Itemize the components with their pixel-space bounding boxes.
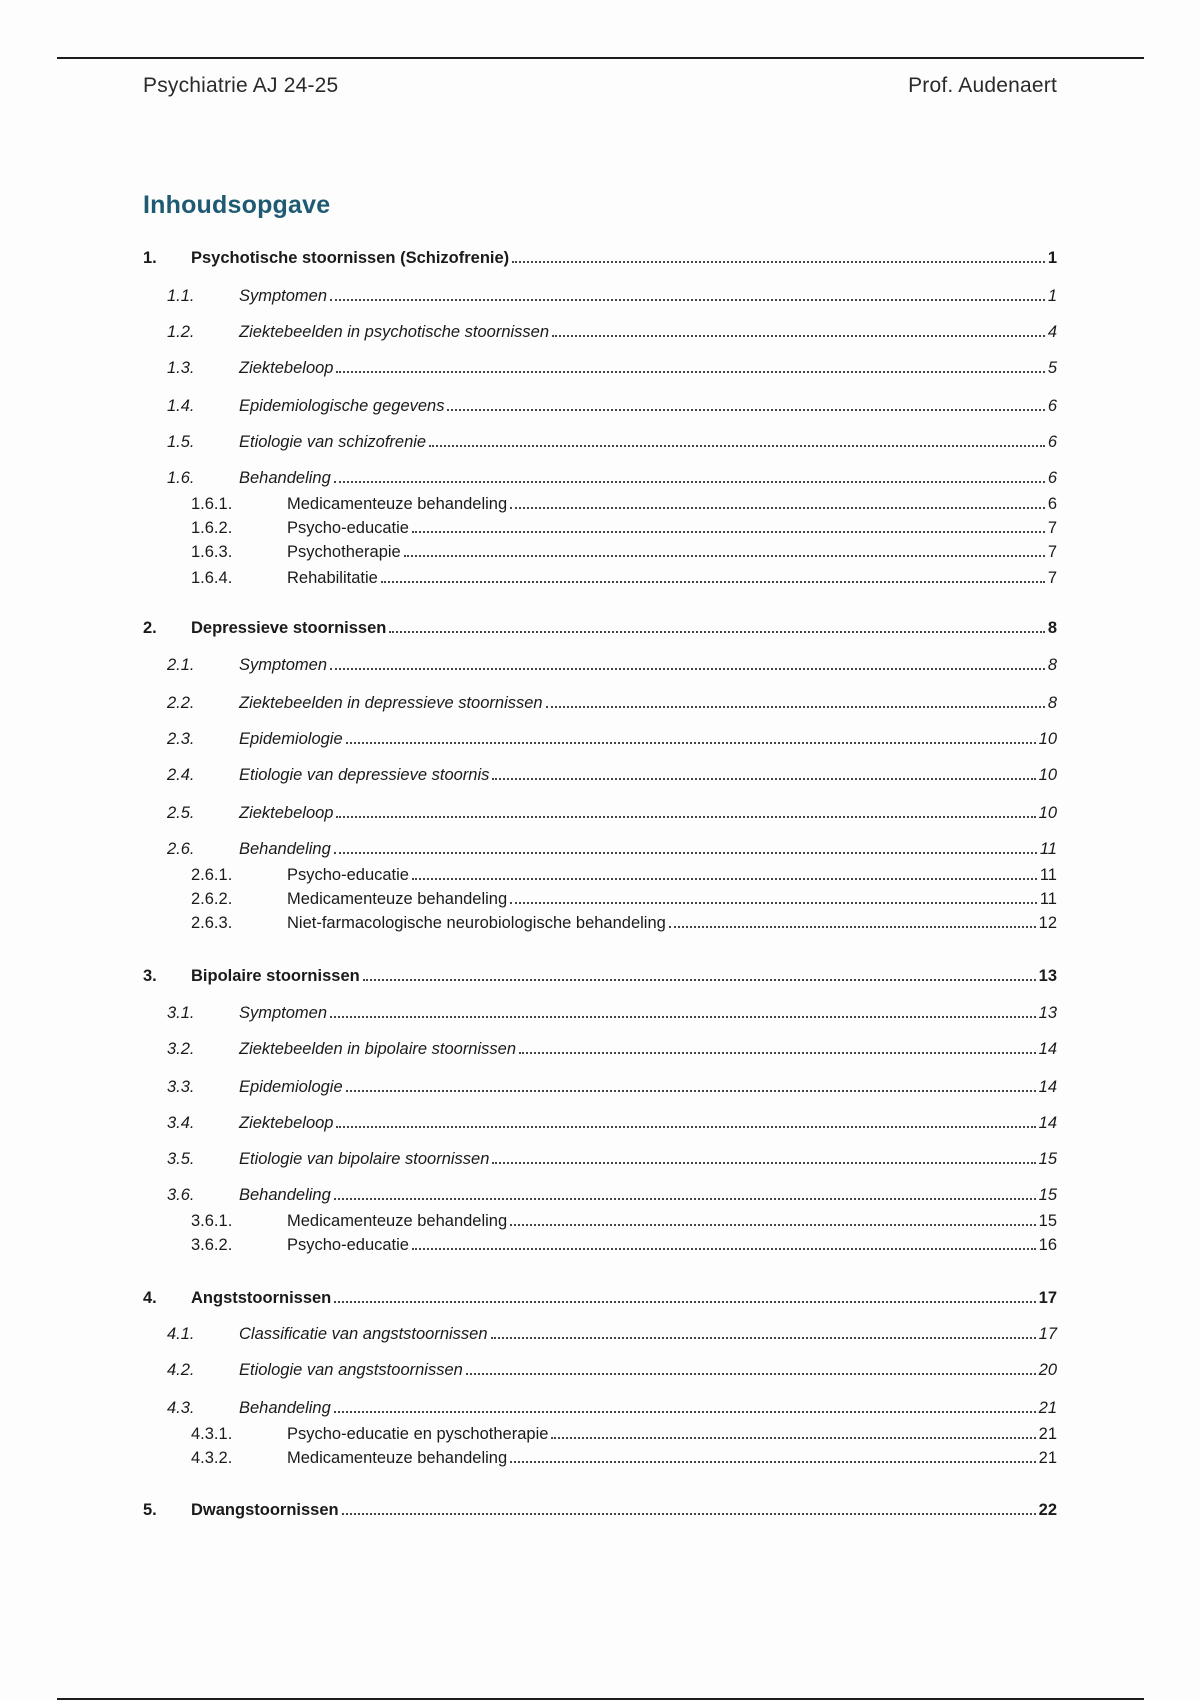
dot-leader xyxy=(334,1198,1036,1200)
toc-entry-title: Ziektebeelden in psychotische stoornissen xyxy=(239,323,550,341)
toc-entry-number: 1.6. xyxy=(167,469,195,487)
toc-entry-number: 1.6.2. xyxy=(191,519,233,537)
toc-entry-number: 3.1. xyxy=(167,1004,195,1022)
toc-entry-2-6-1[interactable] xyxy=(143,864,1057,886)
toc-entry-title: Epidemiologie xyxy=(239,1078,343,1096)
toc-entry-3[interactable] xyxy=(143,965,1057,987)
toc-entry-page: 11 xyxy=(1039,866,1057,884)
toc-entry-page: 6 xyxy=(1047,397,1057,415)
header-rule xyxy=(57,57,1144,59)
toc-entry-5[interactable] xyxy=(143,1499,1057,1521)
toc-entry-1-5[interactable] xyxy=(143,431,1057,453)
dot-leader xyxy=(491,1337,1036,1339)
toc-entry-page: 7 xyxy=(1047,519,1057,537)
dot-leader xyxy=(334,481,1045,483)
toc-entry-page: 12 xyxy=(1038,914,1057,932)
dot-leader xyxy=(363,979,1036,981)
toc-entry-page: 15 xyxy=(1038,1212,1057,1230)
dot-leader xyxy=(330,299,1045,301)
toc-entry-page: 15 xyxy=(1038,1186,1057,1204)
toc-entry-number: 1.6.4. xyxy=(191,569,233,587)
toc-entry-number: 3.2. xyxy=(167,1040,195,1058)
dot-leader xyxy=(546,706,1045,708)
toc-entry-3-4[interactable] xyxy=(143,1112,1057,1134)
dot-leader xyxy=(512,261,1045,263)
toc-entry-number: 2. xyxy=(143,619,157,637)
dot-leader xyxy=(346,742,1036,744)
dot-leader xyxy=(412,1248,1036,1250)
toc-entry-page: 11 xyxy=(1039,890,1057,908)
toc-entry-1[interactable] xyxy=(143,247,1057,269)
toc-entry-title: Symptomen xyxy=(239,656,328,674)
toc-entry-page: 8 xyxy=(1047,694,1057,712)
toc-entry-page: 21 xyxy=(1038,1425,1057,1443)
toc-entry-page: 11 xyxy=(1039,840,1057,858)
toc-entry-number: 1.3. xyxy=(167,359,195,377)
dot-leader xyxy=(510,507,1045,509)
toc-entry-3-2[interactable] xyxy=(143,1038,1057,1060)
toc-entry-number: 4.2. xyxy=(167,1361,195,1379)
toc-entry-1-3[interactable] xyxy=(143,357,1057,379)
toc-entry-number: 1.4. xyxy=(167,397,195,415)
toc-entry-3-6[interactable] xyxy=(143,1184,1057,1206)
toc-entry-1-6-3[interactable] xyxy=(143,541,1057,563)
toc-entry-number: 2.3. xyxy=(167,730,195,748)
toc-entry-1-2[interactable] xyxy=(143,321,1057,343)
toc-entry-4[interactable] xyxy=(143,1287,1057,1309)
toc-entry-title: Epidemiologie xyxy=(239,730,343,748)
toc-entry-title: Etiologie van angststoornissen xyxy=(239,1361,463,1379)
toc-entry-number: 2.5. xyxy=(167,804,195,822)
header-author: Prof. Audenaert xyxy=(908,74,1057,97)
toc-entry-2-5[interactable] xyxy=(143,802,1057,824)
toc-entry-page: 1 xyxy=(1047,249,1057,267)
toc-entry-title: Medicamenteuze behandeling xyxy=(287,1212,508,1230)
toc-entry-1-4[interactable] xyxy=(143,395,1057,417)
toc-entry-number: 3.6.1. xyxy=(191,1212,233,1230)
toc-entry-3-5[interactable] xyxy=(143,1148,1057,1170)
dot-leader xyxy=(510,902,1037,904)
toc-entry-title: Behandeling xyxy=(239,1399,331,1417)
toc-entry-1-6[interactable] xyxy=(143,467,1057,489)
toc-entry-page: 4 xyxy=(1047,323,1057,341)
dot-leader xyxy=(334,1301,1035,1303)
toc-entry-title: Psycho-educatie xyxy=(287,1236,409,1254)
toc-entry-page: 21 xyxy=(1038,1399,1057,1417)
toc-entry-page: 14 xyxy=(1038,1078,1057,1096)
toc-entry-number: 2.2. xyxy=(167,694,195,712)
toc-entry-2-6-3[interactable] xyxy=(143,912,1057,934)
toc-entry-page: 8 xyxy=(1047,656,1057,674)
toc-entry-title: Classificatie van angststoornissen xyxy=(239,1325,488,1343)
toc-entry-number: 2.6.1. xyxy=(191,866,233,884)
toc-entry-title: Behandeling xyxy=(239,1186,331,1204)
toc-entry-3-3[interactable] xyxy=(143,1076,1057,1098)
toc-entry-title: Dwangstoornissen xyxy=(191,1501,339,1519)
toc-entry-2-6-2[interactable] xyxy=(143,888,1057,910)
toc-entry-page: 6 xyxy=(1047,433,1057,451)
toc-entry-page: 7 xyxy=(1047,569,1057,587)
toc-entry-title: Medicamenteuze behandeling xyxy=(287,495,508,513)
toc-entry-title: Symptomen xyxy=(239,287,328,305)
toc-entry-title: Etiologie van bipolaire stoornissen xyxy=(239,1150,490,1168)
toc-entry-title: Symptomen xyxy=(239,1004,328,1022)
toc-entry-number: 4.1. xyxy=(167,1325,195,1343)
toc-entry-number: 1.1. xyxy=(167,287,195,305)
toc-entry-number: 4.3.2. xyxy=(191,1449,233,1467)
toc-entry-page: 13 xyxy=(1038,967,1057,985)
dot-leader xyxy=(510,1461,1035,1463)
toc-entry-4-2[interactable] xyxy=(143,1359,1057,1381)
toc-entry-2-4[interactable] xyxy=(143,764,1057,786)
dot-leader xyxy=(336,816,1035,818)
dot-leader xyxy=(404,555,1045,557)
dot-leader xyxy=(334,852,1037,854)
toc-entry-number: 3.4. xyxy=(167,1114,195,1132)
dot-leader xyxy=(492,778,1035,780)
dot-leader xyxy=(429,445,1045,447)
toc-entry-number: 3.3. xyxy=(167,1078,195,1096)
toc-entry-title: Psychotische stoornissen (Schizofrenie) xyxy=(191,249,510,267)
toc-entry-number: 1.6.3. xyxy=(191,543,233,561)
toc-entry-4-3[interactable] xyxy=(143,1397,1057,1419)
toc-entry-title: Psycho-educatie en pyschotherapie xyxy=(287,1425,549,1443)
toc-entry-title: Niet-farmacologische neurobiologische behandeling xyxy=(287,914,666,932)
toc-entry-1-6-4[interactable] xyxy=(143,567,1057,589)
toc-entry-page: 20 xyxy=(1038,1361,1057,1379)
toc-entry-title: Psycho-educatie xyxy=(287,866,409,884)
toc-entry-title: Medicamenteuze behandeling xyxy=(287,890,508,908)
dot-leader xyxy=(552,335,1045,337)
toc-entry-2-3[interactable] xyxy=(143,728,1057,750)
dot-leader xyxy=(519,1052,1036,1054)
toc-entry-page: 5 xyxy=(1047,359,1057,377)
toc-entry-2-6[interactable] xyxy=(143,838,1057,860)
toc-entry-title: Angststoornissen xyxy=(191,1289,332,1307)
toc-entry-3-1[interactable] xyxy=(143,1002,1057,1024)
toc-entry-number: 3.6.2. xyxy=(191,1236,233,1254)
toc-entry-title: Ziektebeloop xyxy=(239,1114,334,1132)
dot-leader xyxy=(466,1373,1036,1375)
dot-leader xyxy=(412,531,1045,533)
dot-leader xyxy=(336,371,1044,373)
toc-entry-title: Ziektebeloop xyxy=(239,804,334,822)
dot-leader xyxy=(447,409,1044,411)
toc-entry-page: 14 xyxy=(1038,1040,1057,1058)
toc-entry-title: Behandeling xyxy=(239,840,331,858)
toc-entry-page: 21 xyxy=(1038,1449,1057,1467)
toc-entry-number: 3. xyxy=(143,967,157,985)
dot-leader xyxy=(330,1016,1036,1018)
toc-entry-page: 6 xyxy=(1047,469,1057,487)
toc-entry-number: 2.6.2. xyxy=(191,890,233,908)
toc-entry-page: 17 xyxy=(1038,1289,1057,1307)
toc-entry-4-1[interactable] xyxy=(143,1323,1057,1345)
dot-leader xyxy=(330,668,1045,670)
toc-entry-1-6-2[interactable] xyxy=(143,517,1057,539)
toc-entry-2-1[interactable] xyxy=(143,654,1057,676)
toc-entry-number: 1.6.1. xyxy=(191,495,233,513)
toc-entry-page: 10 xyxy=(1038,730,1057,748)
dot-leader xyxy=(510,1224,1035,1226)
toc-entry-number: 2.1. xyxy=(167,656,195,674)
toc-entry-title: Epidemiologische gegevens xyxy=(239,397,445,415)
toc-entry-number: 4.3.1. xyxy=(191,1425,233,1443)
toc-entry-number: 2.6. xyxy=(167,840,195,858)
toc-entry-2-2[interactable] xyxy=(143,692,1057,714)
toc-entry-page: 10 xyxy=(1038,766,1057,784)
toc-entry-title: Etiologie van schizofrenie xyxy=(239,433,427,451)
dot-leader xyxy=(492,1162,1035,1164)
toc-entry-page: 15 xyxy=(1038,1150,1057,1168)
dot-leader xyxy=(551,1437,1035,1439)
toc-entry-number: 1. xyxy=(143,249,157,267)
toc-entry-title: Ziektebeelden in depressieve stoornissen xyxy=(239,694,543,712)
toc-entry-page: 13 xyxy=(1038,1004,1057,1022)
toc-entry-page: 22 xyxy=(1038,1501,1057,1519)
toc-entry-title: Depressieve stoornissen xyxy=(191,619,387,637)
toc-entry-4-3-1[interactable] xyxy=(143,1423,1057,1445)
toc-entry-page: 14 xyxy=(1038,1114,1057,1132)
toc-entry-number: 2.4. xyxy=(167,766,195,784)
toc-entry-3-6-2[interactable] xyxy=(143,1234,1057,1256)
toc-entry-1-1[interactable] xyxy=(143,285,1057,307)
toc-entry-4-3-2[interactable] xyxy=(143,1447,1057,1469)
toc-entry-number: 5. xyxy=(143,1501,157,1519)
toc-entry-page: 6 xyxy=(1047,495,1057,513)
toc-entry-title: Etiologie van depressieve stoornis xyxy=(239,766,490,784)
toc-entry-page: 1 xyxy=(1047,287,1057,305)
dot-leader xyxy=(346,1090,1036,1092)
toc-entry-title: Psychotherapie xyxy=(287,543,401,561)
dot-leader xyxy=(342,1513,1036,1515)
dot-leader xyxy=(381,581,1045,583)
toc-entry-page: 16 xyxy=(1038,1236,1057,1254)
dot-leader xyxy=(336,1126,1035,1128)
toc-entry-page: 17 xyxy=(1038,1325,1057,1343)
toc-entry-number: 4.3. xyxy=(167,1399,195,1417)
dot-leader xyxy=(412,878,1037,880)
toc-entry-title: Behandeling xyxy=(239,469,331,487)
toc-entry-page: 7 xyxy=(1047,543,1057,561)
toc-entry-title: Bipolaire stoornissen xyxy=(191,967,360,985)
toc-entry-number: 1.5. xyxy=(167,433,195,451)
toc-entry-title: Ziektebeloop xyxy=(239,359,334,377)
toc-entry-title: Rehabilitatie xyxy=(287,569,378,587)
dot-leader xyxy=(669,926,1036,928)
toc-entry-page: 8 xyxy=(1047,619,1057,637)
toc-entry-3-6-1[interactable] xyxy=(143,1210,1057,1232)
dot-leader xyxy=(389,631,1044,633)
toc-entry-number: 4. xyxy=(143,1289,157,1307)
toc-entry-title: Medicamenteuze behandeling xyxy=(287,1449,508,1467)
toc-entry-page: 10 xyxy=(1038,804,1057,822)
toc-entry-title: Psycho-educatie xyxy=(287,519,409,537)
toc-entry-number: 1.2. xyxy=(167,323,195,341)
toc-title: Inhoudsopgave xyxy=(143,191,331,219)
toc-entry-number: 2.6.3. xyxy=(191,914,233,932)
header-course: Psychiatrie AJ 24-25 xyxy=(143,74,339,97)
toc-entry-2[interactable] xyxy=(143,617,1057,639)
toc-entry-title: Ziektebeelden in bipolaire stoornissen xyxy=(239,1040,517,1058)
toc-entry-number: 3.6. xyxy=(167,1186,195,1204)
toc-entry-number: 3.5. xyxy=(167,1150,195,1168)
toc-entry-1-6-1[interactable] xyxy=(143,493,1057,515)
dot-leader xyxy=(334,1411,1036,1413)
